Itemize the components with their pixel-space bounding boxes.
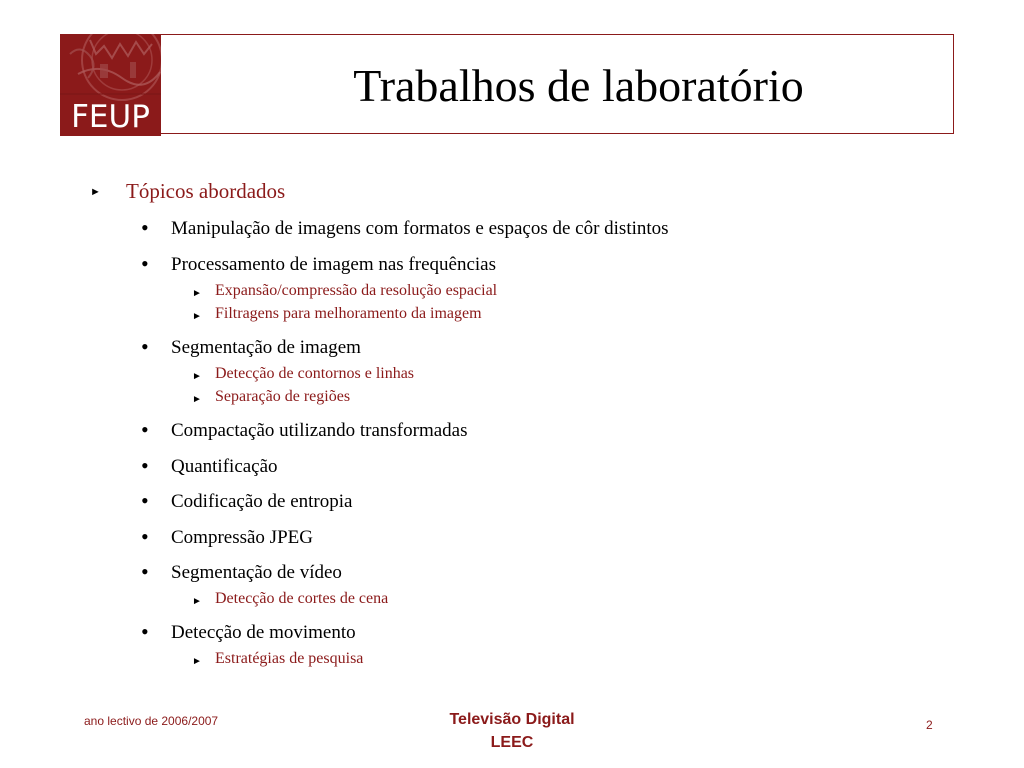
outline-item: Filtragens para melhoramento da imagem [215, 305, 482, 322]
dot-bullet-icon: • [141, 417, 149, 442]
dot-bullet-icon: • [141, 251, 149, 276]
outline-item: Estratégias de pesquisa [215, 650, 364, 667]
feup-logo [60, 34, 161, 136]
footer-course-program: LEEC [490, 734, 534, 751]
dot-bullet-icon: • [141, 334, 149, 359]
outline-item: Compactação utilizando transformadas [171, 420, 468, 441]
outline-item: Segmentação de vídeo [171, 562, 342, 583]
outline-item: Expansão/compressão da resolução espacial [215, 282, 498, 299]
outline-item: Detecção de cortes de cena [215, 590, 389, 607]
triangle-bullet-icon: ► [192, 596, 202, 607]
outline-item: Segmentação de imagem [171, 337, 361, 358]
dot-bullet-icon: • [141, 524, 149, 549]
triangle-bullet-icon: ► [90, 186, 101, 198]
dot-bullet-icon: • [141, 488, 149, 513]
outline-item: Manipulação de imagens com formatos e espaços de côr distintos [171, 218, 669, 239]
outline-item: Separação de regiões [215, 388, 351, 405]
outline-item: Quantificação [171, 456, 278, 477]
dot-bullet-icon: • [141, 559, 149, 584]
triangle-bullet-icon: ► [192, 656, 202, 667]
outline-item: Processamento de imagem nas frequências [171, 254, 496, 275]
outline-item: Compressão JPEG [171, 527, 313, 548]
footer-course-title: Televisão Digital [449, 711, 575, 728]
triangle-bullet-icon: ► [192, 311, 202, 322]
footer-course [412, 708, 612, 754]
dot-bullet-icon: • [141, 453, 149, 478]
slide-title: Trabalhos de laboratório [353, 59, 804, 111]
page-number: 2 [926, 718, 933, 732]
dot-bullet-icon: • [141, 215, 149, 240]
outline-item: Detecção de movimento [171, 622, 356, 643]
logo-text: FEUP [71, 99, 150, 135]
triangle-bullet-icon: ► [192, 394, 202, 405]
triangle-bullet-icon: ► [192, 371, 202, 382]
outline-item: Tópicos abordados [126, 179, 286, 203]
outline-item: Codificação de entropia [171, 491, 353, 512]
dot-bullet-icon: • [141, 619, 149, 644]
triangle-bullet-icon: ► [192, 288, 202, 299]
outline-item: Detecção de contornos e linhas [215, 365, 415, 382]
footer-academic-year: ano lectivo de 2006/2007 [84, 714, 219, 728]
